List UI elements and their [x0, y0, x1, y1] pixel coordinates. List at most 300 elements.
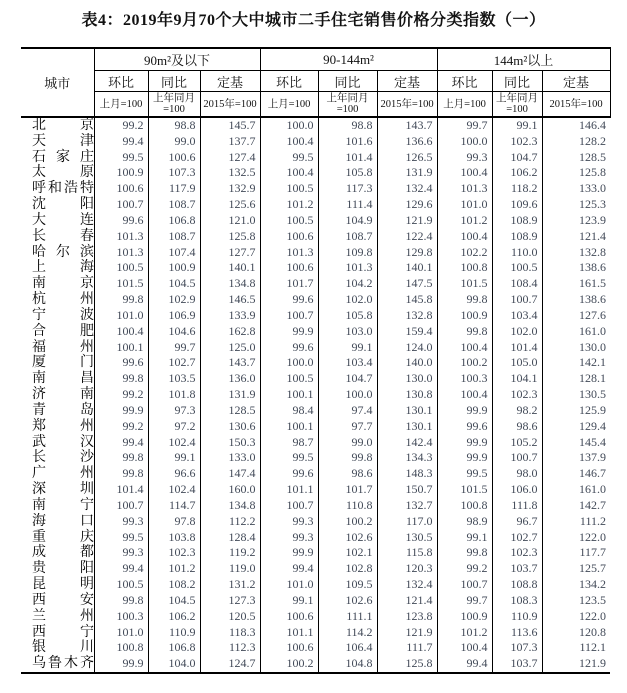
value-cell: 150.7: [377, 482, 437, 498]
value-cell: 100.9: [94, 165, 148, 181]
metric-header-row: [21, 71, 610, 92]
table-row: [21, 340, 610, 356]
value-cell: 106.9: [148, 308, 200, 324]
city-cell: [21, 466, 94, 482]
value-cell: 99.9: [260, 324, 318, 340]
value-cell: 124.0: [377, 340, 437, 356]
value-cell: 99.7: [148, 340, 200, 356]
value-cell: 118.3: [200, 625, 260, 641]
value-cell: 99.5: [94, 530, 148, 546]
value-cell: 101.2: [260, 197, 318, 213]
value-cell: 100.1: [260, 387, 318, 403]
city-name: 上 海: [32, 260, 94, 276]
value-cell: 137.7: [200, 134, 260, 150]
city-name: 广 州: [32, 466, 94, 482]
value-cell: 161.0: [542, 324, 610, 340]
value-cell: 129.6: [377, 197, 437, 213]
value-cell: 100.0: [260, 355, 318, 371]
value-cell: 99.4: [94, 435, 148, 451]
value-cell: 102.0: [318, 292, 377, 308]
value-cell: 132.8: [377, 308, 437, 324]
city-cell: [21, 482, 94, 498]
city-name: 兰 州: [32, 608, 94, 624]
value-cell: 99.3: [260, 514, 318, 530]
city-cell: [21, 450, 94, 466]
city-cell: [21, 435, 94, 451]
table-row: [21, 561, 610, 577]
value-cell: 99.1: [318, 340, 377, 356]
table-row: [21, 181, 610, 197]
value-cell: 113.6: [492, 625, 542, 641]
city-cell: [21, 165, 94, 181]
value-cell: 99.9: [437, 403, 492, 419]
value-cell: 99.6: [260, 340, 318, 356]
value-cell: 121.9: [542, 656, 610, 673]
value-cell: 99.1: [492, 117, 542, 134]
value-cell: 115.8: [377, 545, 437, 561]
value-cell: 100.2: [318, 514, 377, 530]
base-header: 上月=100: [437, 92, 492, 118]
value-cell: 98.6: [318, 466, 377, 482]
value-cell: 105.2: [492, 435, 542, 451]
value-cell: 111.4: [318, 197, 377, 213]
value-cell: 111.7: [377, 640, 437, 656]
city-cell: [21, 561, 94, 577]
value-cell: 100.5: [94, 577, 148, 593]
value-cell: 120.5: [200, 609, 260, 625]
value-cell: 121.4: [377, 593, 437, 609]
value-cell: 100.9: [148, 260, 200, 276]
table-row: [21, 577, 610, 593]
value-cell: 102.0: [492, 324, 542, 340]
value-cell: 109.6: [492, 197, 542, 213]
value-cell: 162.8: [200, 324, 260, 340]
value-cell: 103.4: [318, 355, 377, 371]
value-cell: 103.8: [148, 530, 200, 546]
value-cell: 96.6: [148, 466, 200, 482]
value-cell: 108.7: [318, 229, 377, 245]
value-cell: 127.3: [200, 593, 260, 609]
city-name: 青 岛: [32, 402, 94, 418]
value-cell: 117.7: [542, 545, 610, 561]
value-cell: 99.9: [260, 545, 318, 561]
table-row: [21, 245, 610, 261]
value-cell: 117.9: [148, 181, 200, 197]
value-cell: 102.3: [492, 134, 542, 150]
value-cell: 98.0: [492, 466, 542, 482]
table-row: [21, 403, 610, 419]
value-cell: 99.4: [94, 134, 148, 150]
value-cell: 99.4: [94, 561, 148, 577]
value-cell: 99.5: [260, 450, 318, 466]
value-cell: 104.8: [318, 656, 377, 673]
value-cell: 99.9: [437, 450, 492, 466]
metric-header: 环比: [94, 71, 148, 92]
value-cell: 105.8: [318, 165, 377, 181]
value-cell: 99.2: [94, 419, 148, 435]
city-name: 贵 阳: [32, 561, 94, 577]
value-cell: 123.9: [542, 213, 610, 229]
value-cell: 133.0: [200, 450, 260, 466]
city-name: 南 昌: [32, 371, 94, 387]
city-name: 大 连: [32, 212, 94, 228]
value-cell: 102.6: [318, 530, 377, 546]
city-cell: [21, 577, 94, 593]
value-cell: 99.8: [94, 466, 148, 482]
value-cell: 102.3: [148, 545, 200, 561]
base-header: 上年同月 =100: [318, 92, 377, 118]
table-row: [21, 450, 610, 466]
value-cell: 118.2: [492, 181, 542, 197]
city-name: 合 肥: [32, 323, 94, 339]
city-name: 重 庆: [32, 529, 94, 545]
value-cell: 99.6: [94, 355, 148, 371]
value-cell: 142.7: [542, 498, 610, 514]
city-name: 成 都: [32, 545, 94, 561]
page-title: 表4：2019年9月70个大中城市二手住宅销售价格分类指数（一）: [81, 12, 546, 29]
city-name: 南 宁: [32, 497, 94, 513]
value-cell: 127.7: [200, 245, 260, 261]
value-cell: 100.4: [437, 229, 492, 245]
value-cell: 104.7: [492, 150, 542, 166]
value-cell: 122.0: [542, 609, 610, 625]
value-cell: 100.7: [94, 197, 148, 213]
value-cell: 121.4: [542, 229, 610, 245]
metric-header: 定基: [200, 71, 260, 92]
value-cell: 101.8: [148, 387, 200, 403]
value-cell: 99.1: [437, 530, 492, 546]
value-cell: 100.0: [437, 134, 492, 150]
value-cell: 103.7: [492, 656, 542, 673]
value-cell: 101.4: [94, 482, 148, 498]
table-row: [21, 419, 610, 435]
value-cell: 130.6: [200, 419, 260, 435]
value-cell: 127.6: [542, 308, 610, 324]
value-cell: 110.9: [492, 609, 542, 625]
value-cell: 99.6: [260, 292, 318, 308]
value-cell: 108.8: [492, 577, 542, 593]
value-cell: 108.9: [492, 213, 542, 229]
value-cell: 100.3: [437, 371, 492, 387]
value-cell: 117.0: [377, 514, 437, 530]
table-row: [21, 260, 610, 276]
value-cell: 132.4: [377, 577, 437, 593]
value-cell: 107.3: [148, 165, 200, 181]
group-header-under-90: 90m²及以下: [94, 48, 260, 71]
value-cell: 124.7: [200, 656, 260, 673]
value-cell: 100.4: [437, 340, 492, 356]
value-cell: 103.5: [148, 371, 200, 387]
value-cell: 128.4: [200, 530, 260, 546]
table-row: [21, 276, 610, 292]
value-cell: 125.8: [542, 165, 610, 181]
city-name: 厦 门: [32, 355, 94, 371]
value-cell: 100.4: [260, 134, 318, 150]
value-cell: 99.3: [260, 530, 318, 546]
value-cell: 134.2: [542, 577, 610, 593]
table-row: [21, 435, 610, 451]
city-cell: [21, 387, 94, 403]
table-row: [21, 197, 610, 213]
value-cell: 129.8: [377, 245, 437, 261]
value-cell: 100.7: [94, 498, 148, 514]
value-cell: 99.8: [94, 593, 148, 609]
base-header: 上月=100: [94, 92, 148, 118]
value-cell: 102.2: [437, 245, 492, 261]
value-cell: 99.1: [148, 450, 200, 466]
value-cell: 130.0: [542, 340, 610, 356]
value-cell: 132.7: [377, 498, 437, 514]
value-cell: 102.4: [148, 435, 200, 451]
table-row: [21, 387, 610, 403]
city-name: 太 原: [32, 165, 94, 181]
value-cell: 128.5: [542, 150, 610, 166]
table-row: [21, 229, 610, 245]
value-cell: 147.4: [200, 466, 260, 482]
value-cell: 102.7: [492, 530, 542, 546]
value-cell: 104.5: [148, 276, 200, 292]
value-cell: 102.7: [148, 355, 200, 371]
value-cell: 146.4: [542, 117, 610, 134]
value-cell: 101.5: [437, 482, 492, 498]
value-cell: 130.8: [377, 387, 437, 403]
value-cell: 98.2: [492, 403, 542, 419]
value-cell: 100.6: [94, 181, 148, 197]
value-cell: 97.4: [318, 403, 377, 419]
value-cell: 101.3: [94, 245, 148, 261]
city-cell: [21, 245, 94, 261]
value-cell: 136.6: [377, 134, 437, 150]
value-cell: 99.5: [437, 466, 492, 482]
value-cell: 121.9: [377, 213, 437, 229]
table-row: [21, 324, 610, 340]
city-name: 北 京: [32, 118, 94, 133]
city-cell: [21, 150, 94, 166]
value-cell: 100.8: [437, 498, 492, 514]
metric-header: 同比: [318, 71, 377, 92]
value-cell: 101.3: [260, 245, 318, 261]
value-cell: 108.2: [148, 577, 200, 593]
table-row: [21, 656, 610, 673]
city-name: 石 家 庄: [32, 149, 94, 165]
city-cell: [21, 419, 94, 435]
price-index-table: [21, 47, 611, 674]
value-cell: 100.4: [94, 324, 148, 340]
value-cell: 99.8: [437, 324, 492, 340]
city-cell: [21, 260, 94, 276]
value-cell: 100.4: [260, 165, 318, 181]
city-cell: [21, 609, 94, 625]
value-cell: 106.8: [148, 640, 200, 656]
metric-header: 环比: [437, 71, 492, 92]
value-cell: 121.0: [200, 213, 260, 229]
value-cell: 106.8: [148, 213, 200, 229]
city-cell: [21, 292, 94, 308]
city-name: 西 安: [32, 592, 94, 608]
city-cell: [21, 181, 94, 197]
value-cell: 100.4: [437, 387, 492, 403]
city-name: 哈 尔 滨: [32, 244, 94, 260]
table-row: [21, 308, 610, 324]
value-cell: 132.4: [377, 181, 437, 197]
value-cell: 112.2: [200, 514, 260, 530]
value-cell: 132.5: [200, 165, 260, 181]
city-cell: [21, 355, 94, 371]
value-cell: 125.9: [542, 403, 610, 419]
value-cell: 101.2: [148, 561, 200, 577]
value-cell: 99.8: [318, 450, 377, 466]
value-cell: 125.8: [377, 656, 437, 673]
table-row: [21, 213, 610, 229]
value-cell: 145.4: [542, 435, 610, 451]
value-cell: 99.8: [437, 545, 492, 561]
value-cell: 130.5: [542, 387, 610, 403]
table-row: [21, 530, 610, 546]
table-header: [21, 48, 610, 117]
value-cell: 106.2: [492, 165, 542, 181]
value-cell: 120.3: [377, 561, 437, 577]
value-cell: 119.2: [200, 545, 260, 561]
value-cell: 99.7: [437, 593, 492, 609]
value-cell: 98.9: [437, 514, 492, 530]
value-cell: 131.9: [200, 387, 260, 403]
value-cell: 108.3: [492, 593, 542, 609]
city-cell: [21, 514, 94, 530]
value-cell: 99.6: [260, 466, 318, 482]
value-cell: 104.0: [148, 656, 200, 673]
value-cell: 96.7: [492, 514, 542, 530]
value-cell: 99.9: [94, 403, 148, 419]
value-cell: 99.8: [94, 450, 148, 466]
city-name: 沈 阳: [32, 197, 94, 213]
metric-header: 同比: [492, 71, 542, 92]
value-cell: 133.9: [200, 308, 260, 324]
city-cell: [21, 308, 94, 324]
value-cell: 101.7: [318, 482, 377, 498]
value-cell: 97.8: [148, 514, 200, 530]
value-cell: 145.8: [377, 292, 437, 308]
base-header-row: [21, 92, 610, 118]
value-cell: 125.7: [542, 561, 610, 577]
value-cell: 140.1: [377, 260, 437, 276]
value-cell: 138.6: [542, 260, 610, 276]
value-cell: 140.0: [377, 355, 437, 371]
value-cell: 97.3: [148, 403, 200, 419]
metric-header: 定基: [542, 71, 610, 92]
value-cell: 120.8: [542, 625, 610, 641]
value-cell: 136.0: [200, 371, 260, 387]
table-row: [21, 355, 610, 371]
value-cell: 145.7: [200, 117, 260, 134]
value-cell: 104.2: [318, 276, 377, 292]
city-name: 长 沙: [32, 450, 94, 466]
value-cell: 109.5: [318, 577, 377, 593]
city-name: 银 川: [32, 640, 94, 656]
value-cell: 99.9: [94, 656, 148, 673]
value-cell: 102.1: [318, 545, 377, 561]
value-cell: 104.6: [148, 324, 200, 340]
value-cell: 102.8: [318, 561, 377, 577]
base-header: 上年同月 =100: [492, 92, 542, 118]
value-cell: 125.0: [200, 340, 260, 356]
table-row: [21, 498, 610, 514]
value-cell: 99.4: [437, 656, 492, 673]
value-cell: 99.3: [94, 514, 148, 530]
value-cell: 110.8: [318, 498, 377, 514]
value-cell: 100.8: [94, 640, 148, 656]
city-cell: [21, 403, 94, 419]
city-name: 昆 明: [32, 577, 94, 593]
value-cell: 104.5: [148, 593, 200, 609]
value-cell: 122.4: [377, 229, 437, 245]
value-cell: 110.9: [148, 625, 200, 641]
city-cell: [21, 134, 94, 150]
city-cell: [21, 625, 94, 641]
value-cell: 100.4: [437, 640, 492, 656]
value-cell: 148.3: [377, 466, 437, 482]
value-cell: 108.4: [492, 276, 542, 292]
value-cell: 147.5: [377, 276, 437, 292]
value-cell: 121.9: [377, 625, 437, 641]
value-cell: 109.8: [318, 245, 377, 261]
value-cell: 101.2: [437, 213, 492, 229]
value-cell: 137.9: [542, 450, 610, 466]
value-cell: 134.3: [377, 450, 437, 466]
value-cell: 101.3: [318, 260, 377, 276]
metric-header: 定基: [377, 71, 437, 92]
value-cell: 100.5: [260, 371, 318, 387]
value-cell: 100.0: [260, 117, 318, 134]
city-cell: [21, 229, 94, 245]
value-cell: 100.9: [437, 308, 492, 324]
value-cell: 100.7: [260, 498, 318, 514]
city-name: 海 口: [32, 513, 94, 529]
value-cell: 130.1: [377, 419, 437, 435]
city-name: 济 南: [32, 387, 94, 403]
value-cell: 108.9: [492, 229, 542, 245]
value-cell: 98.8: [318, 117, 377, 134]
value-cell: 103.4: [492, 308, 542, 324]
city-cell: [21, 276, 94, 292]
value-cell: 100.6: [260, 609, 318, 625]
value-cell: 97.7: [318, 419, 377, 435]
value-cell: 122.0: [542, 530, 610, 546]
table-row: [21, 625, 610, 641]
value-cell: 100.7: [492, 292, 542, 308]
value-cell: 161.0: [542, 482, 610, 498]
table-row: [21, 165, 610, 181]
table-row: [21, 482, 610, 498]
city-name: 武 汉: [32, 434, 94, 450]
group-header-90-144: 90-144m²: [260, 48, 437, 71]
metric-header: 环比: [260, 71, 318, 92]
value-cell: 111.2: [542, 514, 610, 530]
value-cell: 99.0: [318, 435, 377, 451]
value-cell: 100.0: [318, 387, 377, 403]
value-cell: 99.6: [94, 213, 148, 229]
city-name: 杭 州: [32, 292, 94, 308]
value-cell: 159.4: [377, 324, 437, 340]
value-cell: 100.2: [437, 355, 492, 371]
city-name: 宁 波: [32, 307, 94, 323]
value-cell: 132.9: [200, 181, 260, 197]
value-cell: 104.7: [318, 371, 377, 387]
value-cell: 100.6: [260, 229, 318, 245]
value-cell: 105.0: [492, 355, 542, 371]
value-cell: 99.5: [94, 150, 148, 166]
value-cell: 128.5: [200, 403, 260, 419]
value-cell: 106.0: [492, 482, 542, 498]
